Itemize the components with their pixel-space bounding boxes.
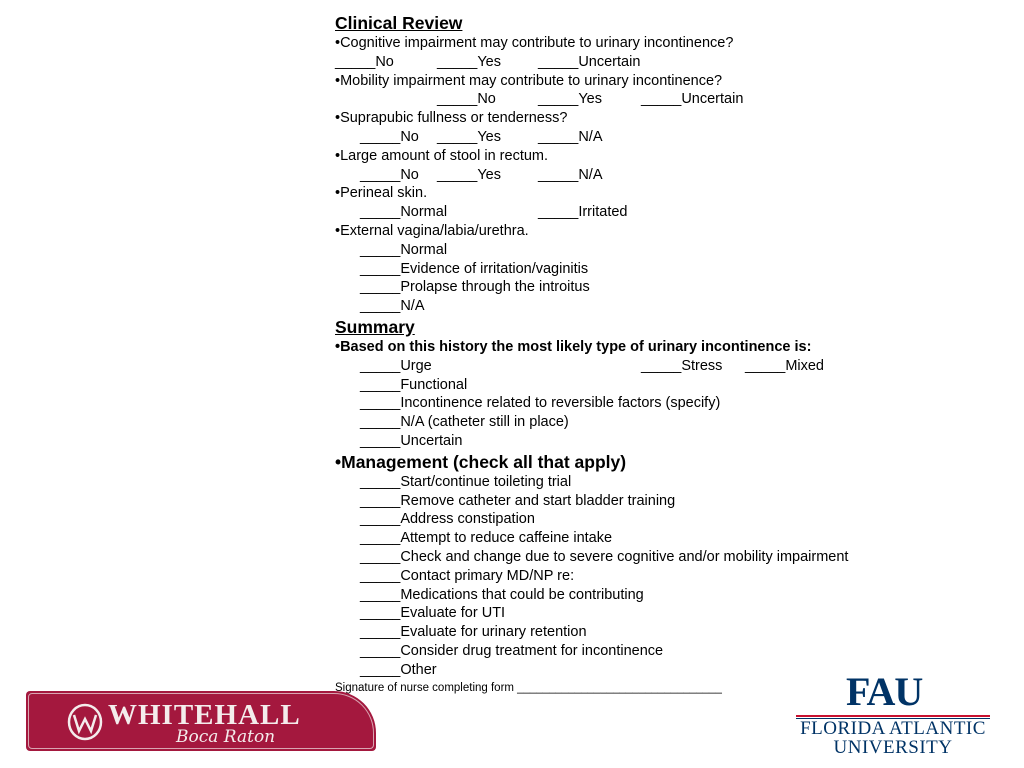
q2-option-no[interactable]: _____No [437,91,496,108]
q1-text: •Cognitive impairment may contribute to urinary incontinence? [335,35,734,51]
q2-option-uncertain[interactable]: _____Uncertain [641,91,744,108]
management-option-contact-md[interactable]: _____Contact primary MD/NP re: [360,567,575,584]
management-option-other[interactable]: _____Other [360,661,437,678]
whitehall-logo [26,691,376,751]
summary-option-functional[interactable]: _____Functional [360,376,468,393]
summary-option-mixed[interactable]: _____Mixed [745,357,824,374]
q1-option-yes[interactable]: _____Yes [437,53,501,70]
management-option-medications[interactable]: _____Medications that could be contributing [360,586,644,603]
q4-option-no[interactable]: _____No [360,166,419,183]
q5-options [335,203,955,222]
q3-options [335,128,955,147]
summary-option-catheter[interactable]: _____N/A (catheter still in place) [360,414,569,431]
summary-option-uncertain[interactable]: _____Uncertain [360,432,463,449]
q1-option-no[interactable]: _____No [335,53,394,70]
summary-heading: Summary [335,316,415,337]
q3-option-yes[interactable]: _____Yes [437,128,501,145]
q2-text: •Mobility impairment may contribute to urinary incontinence? [335,72,723,89]
clinical-review-heading: Clinical Review [335,13,463,33]
q2-options [335,90,955,109]
q3-option-na[interactable]: _____N/A [538,128,603,145]
management-option-uti[interactable]: _____Evaluate for UTI [360,605,506,622]
summary-type-row [335,357,955,376]
q6-text: •External vagina/labia/urethra. [335,222,529,239]
signature-line[interactable]: Signature of nurse completing form ________________________________ [335,681,722,694]
summary-option-stress[interactable]: _____Stress [641,357,723,374]
summary-option-reversible[interactable]: _____Incontinence related to reversible factors (specify) [360,395,721,412]
q3-text: •Suprapubic fullness or tenderness? [335,110,568,127]
q6-option-prolapse[interactable]: _____Prolapse through the introitus [360,279,590,296]
q6-option-irritation[interactable]: _____Evidence of irritation/vaginitis [360,260,589,277]
q4-options [335,166,955,185]
whitehall-subtitle: Boca Raton [176,727,276,747]
summary-option-urge[interactable]: _____Urge [360,357,432,374]
q4-option-na[interactable]: _____N/A [538,166,603,183]
management-option-drug[interactable]: _____Consider drug treatment for incontinence [360,642,664,659]
q1-option-uncertain[interactable]: _____Uncertain [538,53,641,70]
q5-option-normal[interactable]: _____Normal [360,204,448,221]
fau-name-line2: UNIVERSITY [833,737,953,758]
management-option-catheter[interactable]: _____Remove catheter and start bladder training [360,492,676,509]
fau-name-line1: FLORIDA ATLANTIC [800,718,986,739]
management-heading: •Management (check all that apply) [335,451,627,472]
management-option-constipation[interactable]: _____Address constipation [360,511,535,528]
q3-option-no[interactable]: _____No [360,128,419,145]
whitehall-name: WHITEHALL [108,699,301,731]
q1-options [335,53,955,72]
q4-option-yes[interactable]: _____Yes [437,166,501,183]
summary-question: •Based on this history the most likely type of urinary incontinence is: [335,338,812,355]
q4-text: •Large amount of stool in rectum. [335,147,549,164]
management-option-toileting[interactable]: _____Start/continue toileting trial [360,473,572,490]
fau-mark: FAU [846,669,923,714]
management-option-caffeine[interactable]: _____Attempt to reduce caffeine intake [360,530,613,547]
q2-option-yes[interactable]: _____Yes [538,91,602,108]
q6-option-na[interactable]: _____N/A [360,298,425,315]
management-option-retention[interactable]: _____Evaluate for urinary retention [360,624,587,641]
whitehall-emblem-icon [66,703,104,741]
q5-text: •Perineal skin. [335,185,428,202]
q5-option-irritated[interactable]: _____Irritated [538,204,628,221]
fau-divider-red [796,715,990,717]
management-option-check-change[interactable]: _____Check and change due to severe cognitive and/or mobility impairment [360,548,849,565]
form-content [335,12,955,695]
fau-logo [796,669,990,758]
q6-option-normal[interactable]: _____Normal [360,241,448,258]
